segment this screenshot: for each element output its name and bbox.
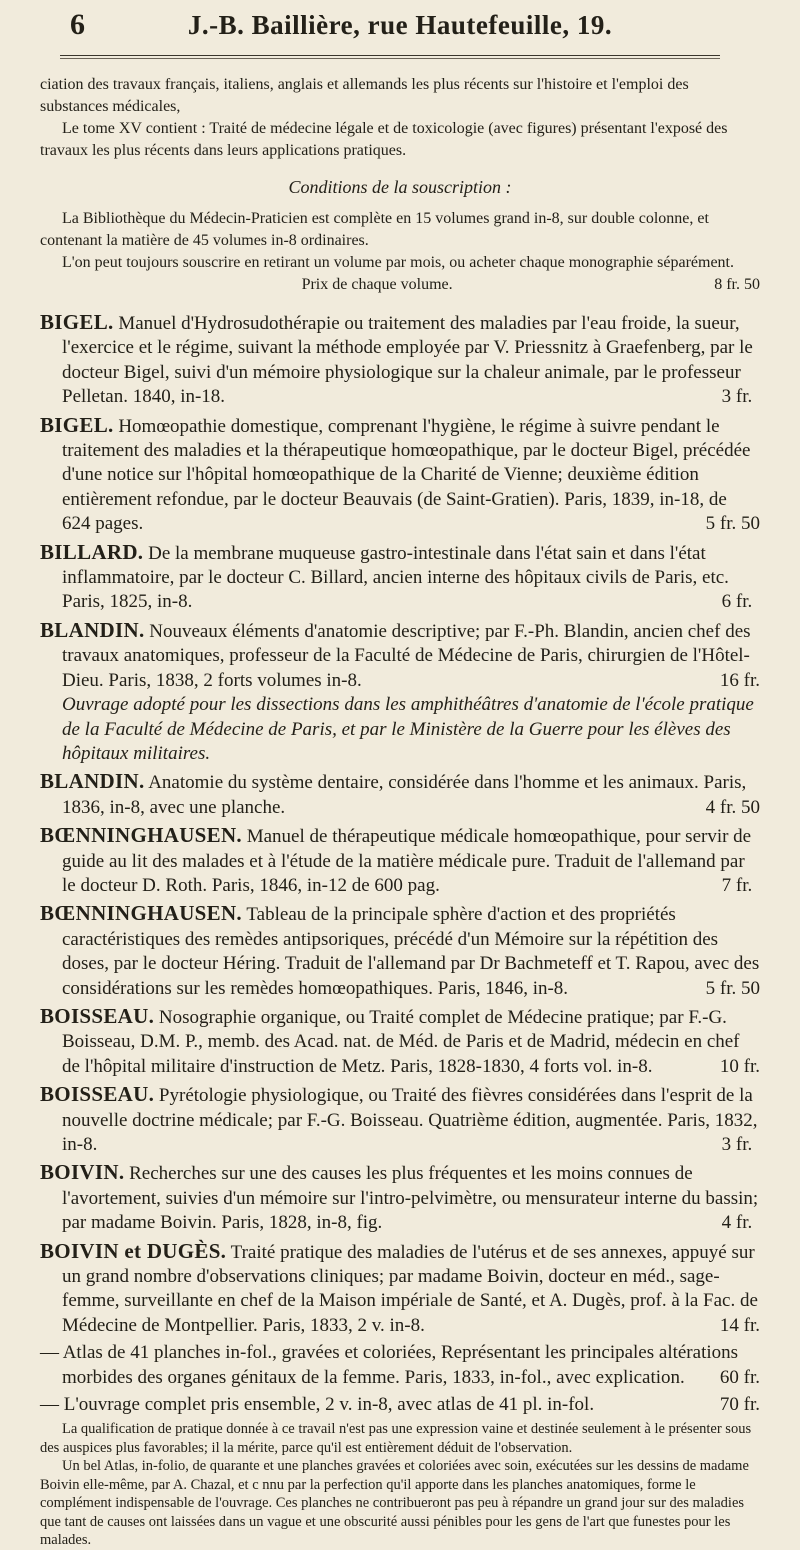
intro-paragraph: Le tome XV contient : Traité de médecine légale et de toxicologie (avec figures) présentant l'exposé des travaux les plus récents dans leurs applications pratiques. — [40, 120, 728, 159]
page-number: 6 — [70, 8, 85, 41]
entry-author: BOISSEAU. — [40, 1082, 155, 1107]
entry-text: Recherches sur une des causes les plus fréquentes et les moins connues de l'avortement, suivies d'un mémoire sur l'intro-pelvimètre, ou mensurateur interne du bassin; par madame Boivin. Paris, 1828, in-8, fig. — [62, 1163, 759, 1234]
entry-text: De la membrane muqueuse gastro-intestinale dans l'état sain et dans l'état inflammatoire, par le docteur C. Billard, ancien interne des hôpitaux civils de Paris, etc. Paris, 1825, in-8. — [62, 542, 729, 613]
entry-text: Homœopathie domestique, comprenant l'hygiène, le régime à suivre pendant le traitement des maladies et la thérapeutique homœopathique, par le docteur Bigel, précédée d'une notice sur l'hôpital homœopathique de la Charité de Vienne; deuxième édition entièrement refondue, par le docteur Beauvais (de Saint-Gratien). Paris, 1839, in-18, de 624 pages. — [62, 415, 751, 535]
footnote-paragraph: La qualification de pratique donnée à ce travail n'est pas une expression vaine et destinée seulement à le présenter sous des auspices plus favorables; il la mérite, parce qu'il est entièrement déduit de l'observation. — [40, 1421, 752, 1456]
catalog-entry — [40, 618, 760, 766]
entry-price: 6 fr. — [721, 591, 753, 613]
entry-price: 4 fr. — [721, 1212, 753, 1234]
entry-author: BŒNNINGHAUSEN. — [40, 823, 242, 848]
entry-price: 5 fr. 50 — [705, 977, 760, 999]
intro-paragraph: ciation des travaux français, italiens, anglais et allemands les plus récents sur l'histoire et l'emploi des substances médicales, — [40, 76, 689, 115]
catalog-entry — [40, 1239, 760, 1339]
catalog-entry — [40, 769, 760, 820]
catalog-entry — [40, 823, 760, 898]
entry-price: 14 fr. — [719, 1314, 760, 1336]
price-value: 8 fr. 50 — [714, 276, 760, 293]
entry-price: 16 fr. — [719, 669, 760, 691]
catalog-entry — [40, 1341, 760, 1390]
price-label: Prix de chaque volume. — [301, 276, 453, 293]
running-head: J.-B. Baillière, rue Hautefeuille, 19. — [187, 10, 613, 40]
catalog-entry — [40, 1393, 760, 1417]
entry-dash: — — [40, 1394, 59, 1416]
catalog-entry — [40, 310, 760, 410]
conditions-heading: Conditions de la souscription : — [288, 177, 512, 197]
intro-paragraph: L'on peut toujours souscrire en retirant un volume par mois, ou acheter chaque monographie séparément. — [62, 254, 734, 271]
intro-paragraph: La Bibliothèque du Médecin-Praticien est complète en 15 volumes grand in-8, sur double colonne, et contenant la matière de 45 volumes in-8 ordinaires. — [40, 210, 709, 249]
entry-price: 10 fr. — [719, 1055, 760, 1077]
catalog-entry — [40, 540, 760, 615]
catalog-entry — [40, 901, 760, 1001]
header-rule — [60, 55, 720, 59]
entry-author: BIGEL. — [40, 412, 114, 437]
entry-price: 3 fr. — [721, 1134, 753, 1155]
entry-text: Anatomie du système dentaire, considérée dans l'homme et les animaux. Paris, 1836, in-8, avec une planche. — [62, 772, 747, 818]
page-header — [40, 0, 760, 74]
catalog-entry — [40, 413, 760, 537]
catalog-entry — [40, 1082, 760, 1157]
entry-text: Atlas de 41 planches in-fol., gravées et coloriées, Représentant les principales altérations morbides des organes génitaux de la femme. Paris, 1833, in-fol., avec explication. — [62, 1342, 739, 1388]
entry-text: Manuel d'Hydrosudothérapie ou traitement des maladies par l'eau froide, la sueur, l'exercice et le régime, suivant la méthode employée par V. Priessnitz à Graefenberg, par le docteur Bigel, suivi d'un mémoire physiologique sur la chaleur animale, par le professeur Pelletan. 1840, in-18. — [62, 313, 753, 408]
entry-price: 4 fr. 50 — [705, 796, 760, 818]
entry-text: Tableau de la principale sphère d'action et des propriétés caractéristiques des remèdes antipsoriques, précédé d'un Mémoire sur la répétition des doses, par le docteur Héring. Traduit de l'allemand par Dr Bachmeteff et T. Rapou, avec des considérations sur les remèdes homœopathiques. Paris, 1846, in-8. — [62, 904, 760, 999]
entry-author: BLANDIN. — [40, 617, 145, 642]
footnote — [40, 1420, 760, 1550]
entry-text: Manuel de thérapeutique médicale homœopathique, pour servir de guide au lit des malades et à l'étude de la matière médicale pure. Traduit de l'allemand par le docteur D. Roth. Paris, 1846, in-12 de 600 pag. — [62, 826, 752, 896]
catalog-entry — [40, 1160, 760, 1235]
entry-dash: — — [40, 1342, 59, 1364]
entry-author: BILLARD. — [40, 539, 144, 564]
entry-text: Nouveaux éléments d'anatomie descriptive; par F.-Ph. Blandin, ancien chef des travaux anatomiques, professeur de la Faculté de Médecine de Paris, chirurgien de l'Hôtel-Dieu. Paris, 1838, 2 forts volumes in-8. — [62, 620, 751, 691]
entry-text: Nosographie organique, ou Traité complet de Médecine pratique; par F.-G. Boisseau, D.M. P., memb. des Acad. nat. de Méd. de Paris et de Madrid, médecin en chef de l'hôpital militaire d'instruction de Metz. Paris, 1828-1830, 4 forts vol. in-8. — [62, 1006, 740, 1077]
entry-note: Ouvrage adopté pour les dissections dans les amphithéâtres d'anatomie de l'école pratique de la Faculté de Médecine de Paris, et par le Ministère de la Guerre pour les élèves des hôpitaux militaires. — [62, 694, 754, 764]
entry-text: L'ouvrage complet pris ensemble, 2 v. in-8, avec atlas de 41 pl. in-fol. — [63, 1394, 595, 1416]
footnote-paragraph: Un bel Atlas, in-folio, de quarante et une planches gravées et coloriées avec soin, exécutées sur les dessins de madame Boivin elle-même, par A. Chazal, et c nnu par la perfection qu'il apporte dans les planches anatomiques, forme le complément indispensable de l'ouvrage. Ces planches ne contribueront pas peu à répandre un grand jour sur des maladies que tant de causes ont laissées dans un vague et une obscurité aussi pénibles pour les gens de l'art que funestes pour les malades. — [40, 1458, 749, 1549]
entry-price: 60 fr. — [719, 1366, 760, 1388]
entry-author: BOIVIN. — [40, 1160, 125, 1185]
catalog-entry — [40, 1004, 760, 1079]
entry-author: BOIVIN et DUGÈS. — [40, 1238, 227, 1263]
entry-price: 7 fr. — [721, 874, 753, 896]
entry-text: Traité pratique des maladies de l'utérus et de ses annexes, appuyé sur un grand nombre d'observations cliniques; par madame Boivin, docteur en méd., sage-femme, surveillante en chef de la Maison impériale de Santé, et A. Dugès, prof. à la Fac. de Médecine de Montpellier. Paris, 1833, 2 v. in-8. — [62, 1241, 758, 1336]
entry-author: BIGEL. — [40, 310, 114, 334]
intro-section — [40, 74, 760, 296]
volume-price-line — [40, 274, 760, 296]
entry-author: BLANDIN. — [40, 769, 145, 794]
entry-author: BOISSEAU. — [40, 1003, 155, 1028]
entry-price: 70 fr. — [719, 1394, 760, 1416]
catalog-entries — [40, 310, 760, 1417]
entry-text: Pyrétologie physiologique, ou Traité des fièvres considérées dans l'esprit de la nouvelle doctrine médicale; par F.-G. Boisseau. Quatrième édition, augmentée. Paris, 1832, in-8. — [62, 1085, 758, 1155]
entry-price: 3 fr. — [721, 386, 753, 408]
entry-price: 5 fr. 50 — [705, 513, 760, 535]
entry-author: BŒNNINGHAUSEN. — [40, 901, 242, 926]
